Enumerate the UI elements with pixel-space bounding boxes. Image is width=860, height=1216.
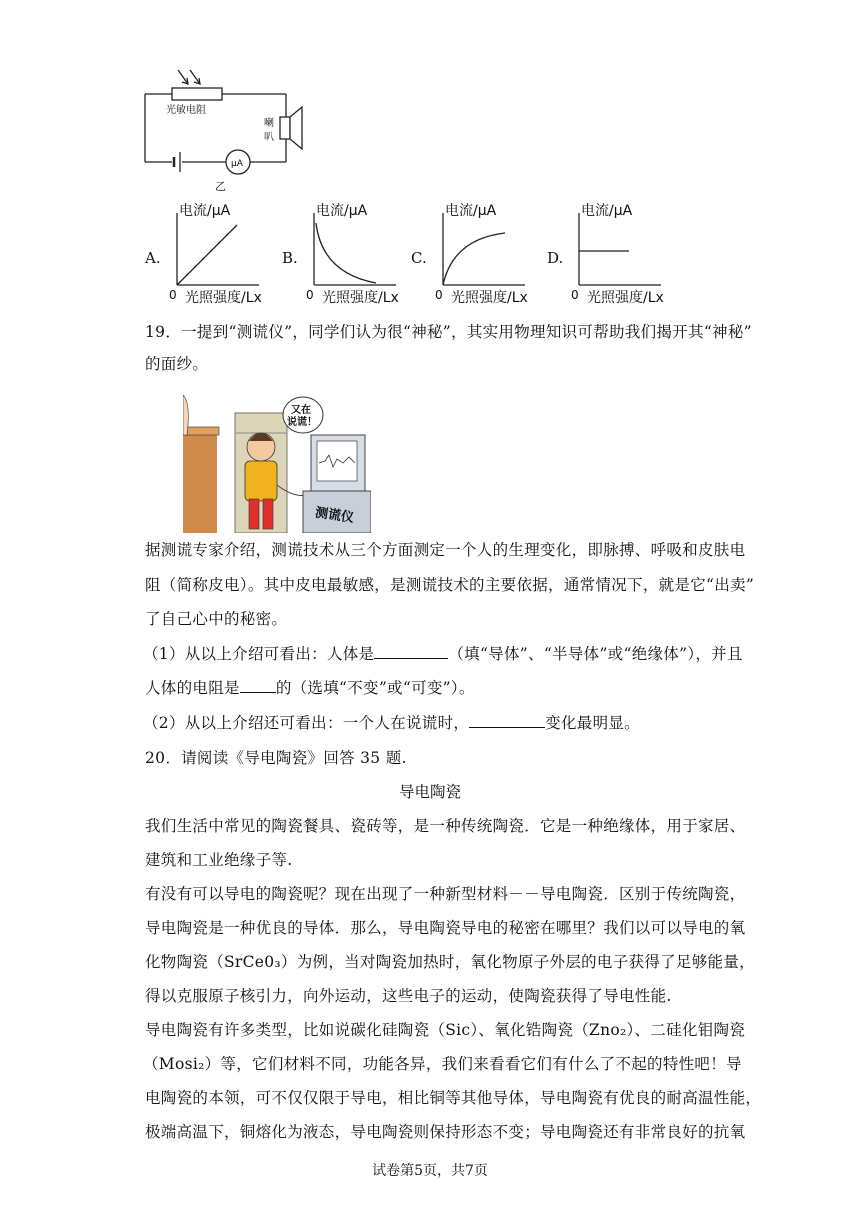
ammeter-label: μA	[231, 159, 243, 169]
q19-para1: 据测谎专家介绍，测谎技术从三个方面测定一个人的生理变化，即脉搏、呼吸和皮肤电	[145, 541, 746, 559]
q19-line1: 19．一提到“测谎仪”，同学们认为很“神秘”，其实用物理知识可帮助我们揭开其“神秘”	[145, 323, 752, 341]
q20-p3-line2: （Mosi₂）等，它们材料不同，功能各异，我们来看看它们有什么了不起的特性吧！导	[143, 1055, 742, 1073]
q19-sub1-line1: （1）从以上介绍可看出：人体是 （填“导体”、“半导体”或“绝缘体”），并且	[143, 645, 743, 663]
x-axis-label: 光照强度/Lx	[185, 290, 262, 306]
q20-p3-line3: 电陶瓷的本领，可不仅仅限于导电，相比铜等其他导体，导电陶瓷有优良的耐高温性能，	[145, 1089, 762, 1107]
q19-para2: 阻（简称皮电）。其中皮电最敏感，是测谎技术的主要依据，通常情况下，就是它“出卖”	[145, 576, 755, 594]
page-footer: 试卷第5页，共7页	[372, 1163, 488, 1179]
curve-linear	[177, 225, 237, 285]
y-axis-label: 电流/μA	[581, 203, 633, 219]
curve-decreasing	[316, 223, 376, 283]
option-chart-3	[431, 203, 551, 307]
origin-label: 0	[169, 288, 177, 302]
option-chart-1	[165, 203, 285, 307]
q20-p1-line1: 我们生活中常见的陶瓷餐具、瓷砖等，是一种传统陶瓷．它是一种绝缘体，用于家居、	[145, 817, 746, 835]
origin-label: 0	[435, 288, 443, 302]
y-axis-label: 电流/μA	[179, 203, 231, 219]
photoresistor	[172, 88, 222, 100]
q20-p2-line2: 导电陶瓷是一种优良的导体．那么，导电陶瓷导电的秘密在哪里？我们以可以导电的氧	[145, 919, 746, 937]
option-letter-2: B.	[282, 249, 298, 267]
bubble-line1: 又在	[291, 405, 311, 416]
q20-p2-line4: 得以克服原子核引力，向外运动，这些电子的运动，使陶瓷获得了导电性能.	[145, 987, 672, 1005]
option-chart-4	[567, 203, 687, 307]
x-axis-label: 光照强度/Lx	[322, 290, 399, 306]
circuit-diagram	[130, 62, 330, 197]
answer-blank-2[interactable]	[240, 678, 276, 693]
q19-para3: 了自己心中的秘密。	[145, 610, 288, 628]
speaker-label-bottom: 叭	[264, 132, 274, 143]
option-letter-4: D.	[547, 249, 564, 267]
answer-blank-1[interactable]	[374, 644, 448, 659]
option-letter-1: A.	[145, 249, 161, 267]
y-axis-label: 电流/μA	[445, 203, 497, 219]
origin-label: 0	[571, 288, 579, 302]
option-chart-2	[302, 203, 422, 307]
q19-sub2: （2）从以上介绍还可看出：一个人在说谎时， 变化最明显。	[143, 714, 640, 732]
figure-caption: 乙	[215, 180, 226, 193]
q20-p3-line1: 导电陶瓷有许多类型，比如说碳化硅陶瓷（Sic）、氧化锆陶瓷（Zno₂）、二硅化钼陶瓷	[145, 1021, 746, 1039]
q19-sub1-line2: 人体的电阻是 的（选填“不变”或“可变”）。	[145, 679, 475, 697]
q20-line1: 20．请阅读《导电陶瓷》回答 35 题.	[145, 749, 407, 767]
ldr-label: 光敏电阻	[166, 105, 206, 116]
x-axis-label: 光照强度/Lx	[451, 290, 528, 306]
bubble-line2: 说谎！	[287, 417, 317, 428]
origin-label: 0	[306, 288, 314, 302]
q20-p3-line4: 极端高温下，铜熔化为液态，导电陶瓷则保持形态不变；导电陶瓷还有非常良好的抗氧	[145, 1123, 746, 1141]
lie-detector-illustration	[183, 395, 371, 533]
q20-p2-line1: 有没有可以导电的陶瓷呢？现在出现了一种新型材料－－导电陶瓷．区别于传统陶瓷，	[145, 885, 746, 903]
speaker-label-top: 喇	[264, 118, 274, 129]
speaker	[280, 117, 290, 139]
curve-increasing-saturating	[443, 233, 505, 285]
q19-line2: 的面纱。	[145, 355, 209, 373]
q20-p1-line2: 建筑和工业绝缘子等.	[145, 851, 293, 869]
device-label: 测谎仪	[314, 505, 355, 526]
answer-blank-3[interactable]	[469, 713, 545, 728]
article-title: 导电陶瓷	[398, 783, 461, 801]
option-letter-3: C.	[411, 249, 427, 267]
q20-p2-line3: 化物陶瓷（SrCe0₃）为例，当对陶瓷加热时，氧化物原子外层的电子获得了足够能量，	[145, 953, 755, 971]
y-axis-label: 电流/μA	[316, 203, 368, 219]
x-axis-label: 光照强度/Lx	[587, 290, 664, 306]
